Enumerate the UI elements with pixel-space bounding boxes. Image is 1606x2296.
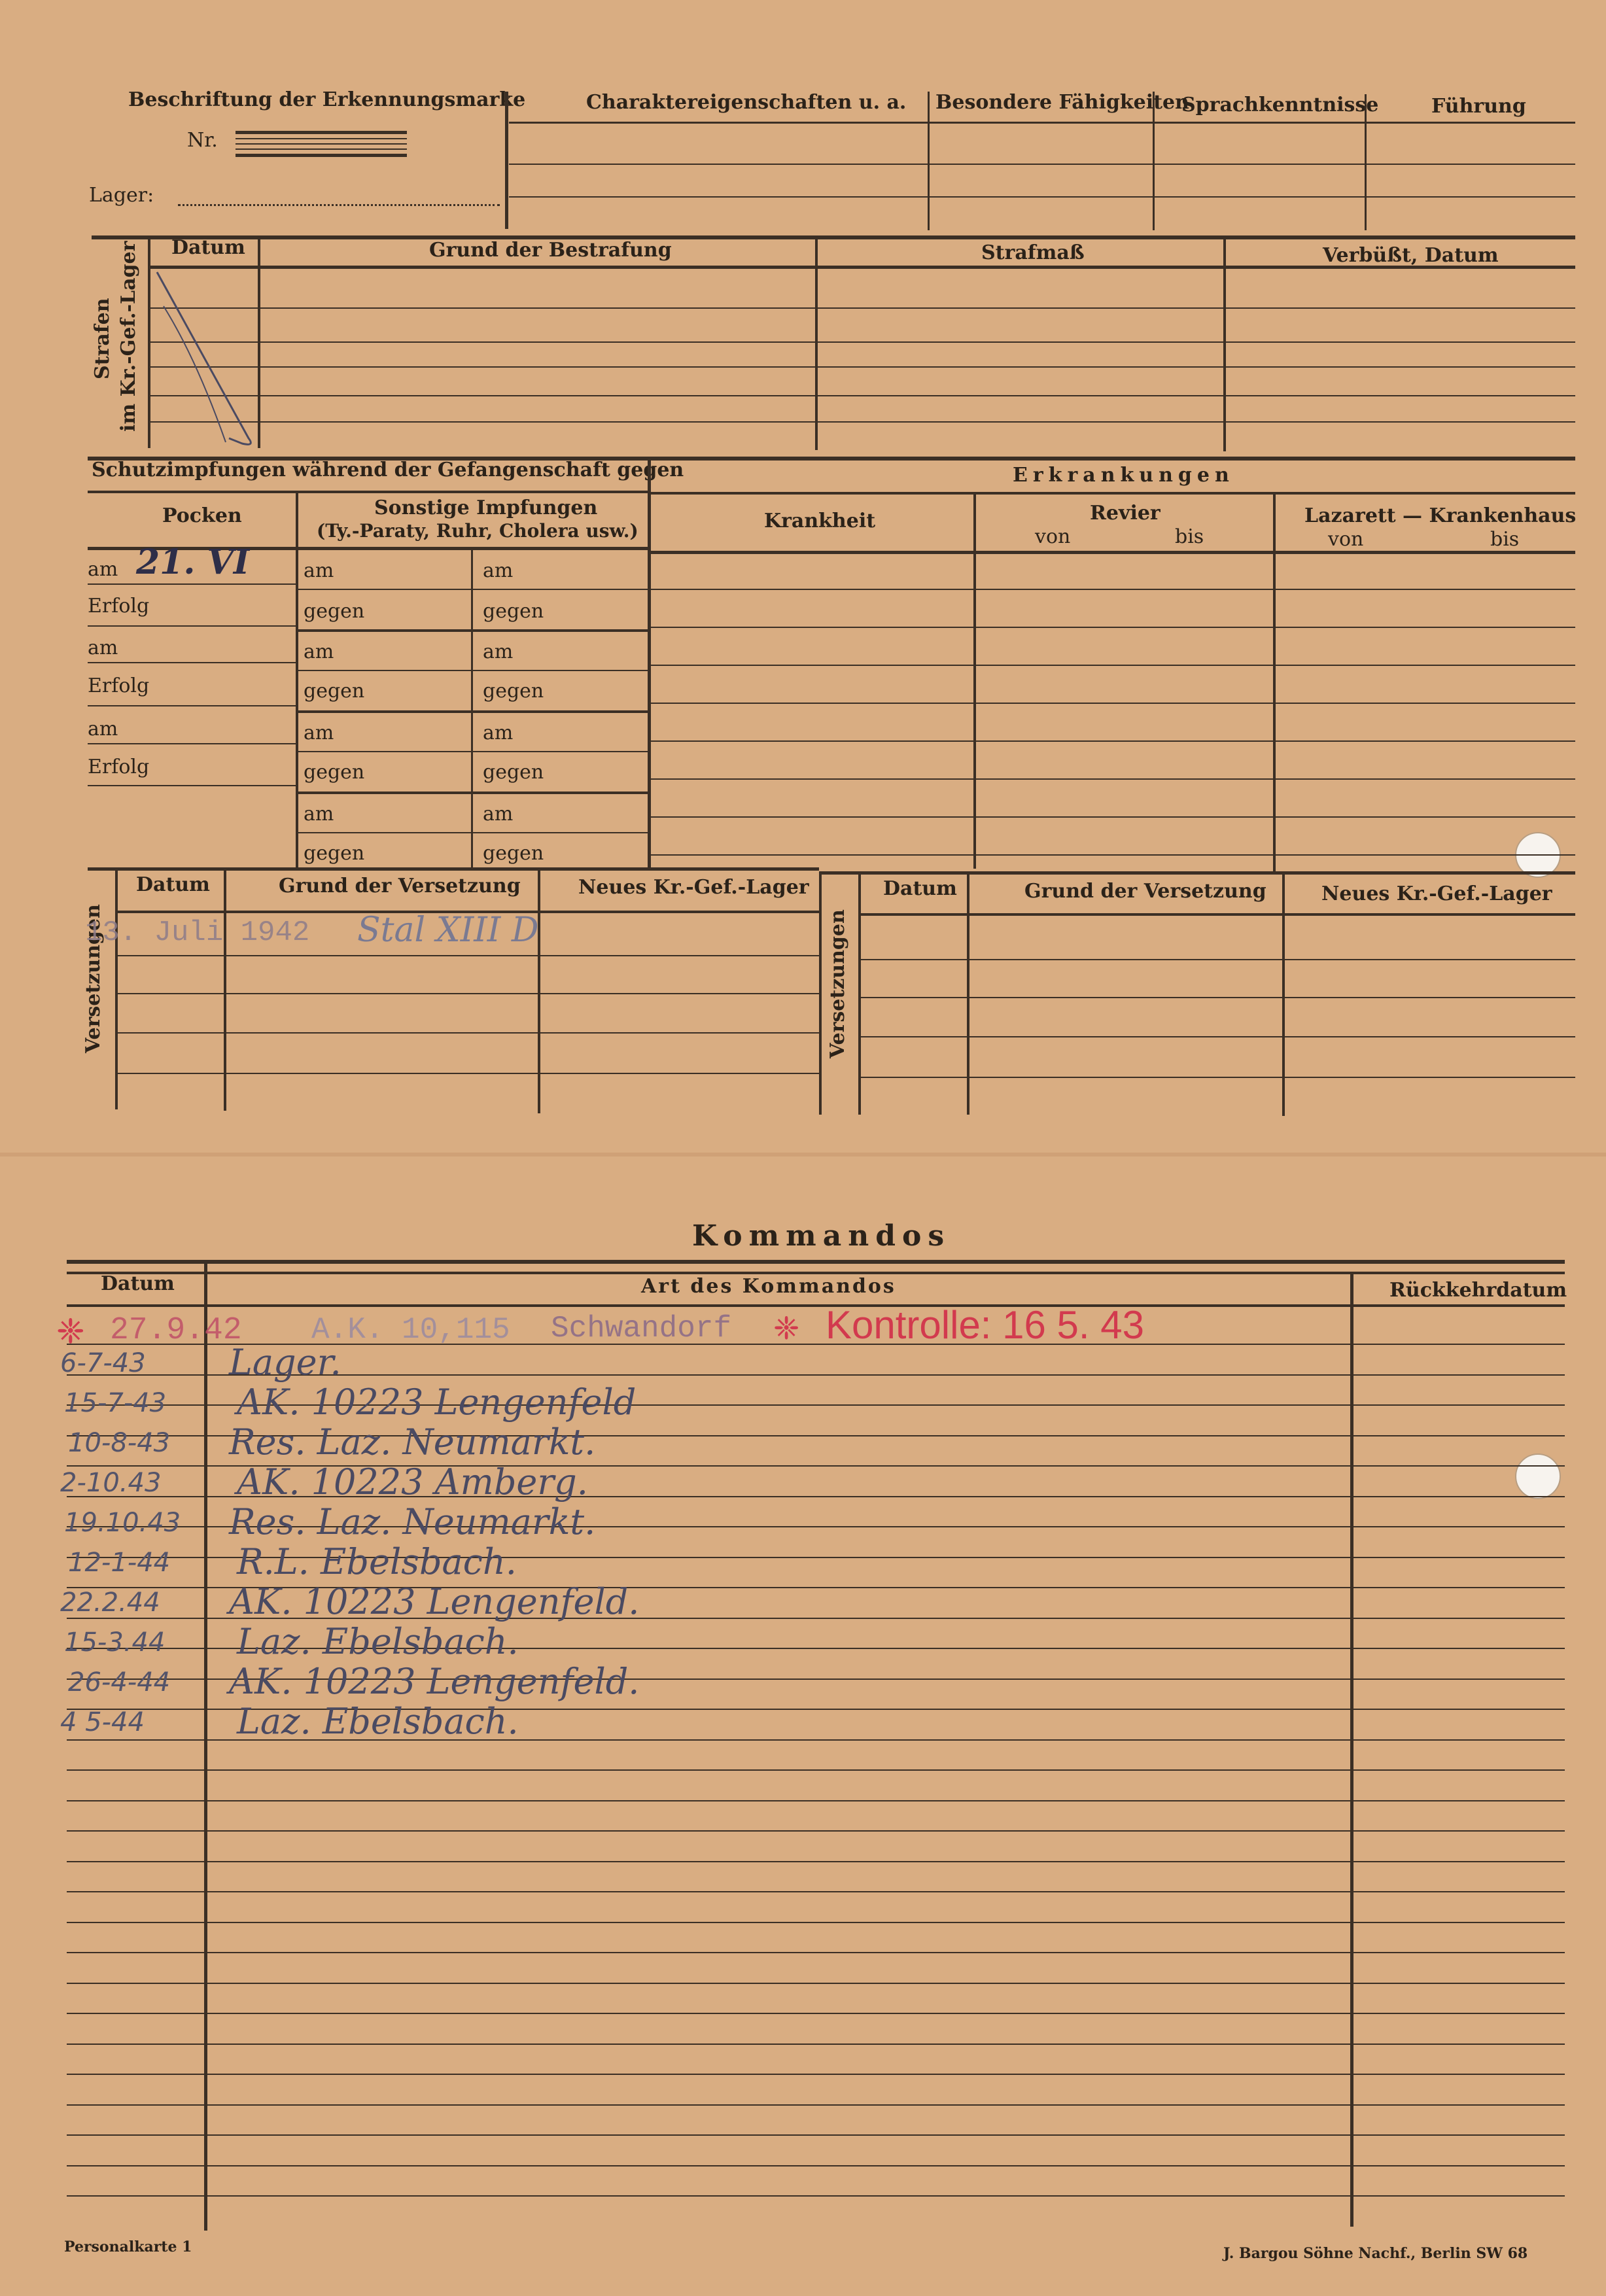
erk-row-rule [650,854,1575,856]
erk-header-rule [650,492,1575,495]
pocken-row-rule [88,785,296,786]
komm-row-rule [67,1983,1565,1984]
vers-col-line [538,870,540,1113]
kommando-entry-text: AK. 10223 Lengenfeld. [229,1581,640,1622]
komm-row-rule [67,2195,1565,2197]
pocken-row-label: Erfolg [88,756,150,778]
vers-col-line [224,870,226,1111]
strafen-col-strafmass: Strafmaß [981,241,1085,264]
komm-top-rule [67,1260,1565,1264]
sonstige-row-label-a: gegen [304,842,365,865]
kommando-entry-date: 12-1-44 [68,1548,171,1578]
strafen-row-rule [149,307,1575,309]
vers-row-rule [860,959,1575,960]
top-divider [505,92,508,229]
komm-row-rule [67,1830,1565,1832]
vers-col-line [967,874,969,1115]
vers-col-line [819,873,822,1115]
kommandos-title: Kommandos [692,1219,951,1253]
kommando-entry-text: Laz. Ebelsbach. [237,1621,519,1662]
col-krankheit: Krankheit [764,510,876,532]
sonstige-row-label-a: am [304,640,334,663]
vers-row-rule [860,1077,1575,1078]
vers-col-datum-l: Datum [136,873,210,896]
strafen-row-rule [149,341,1575,343]
impf-col-line [471,547,473,869]
stamp-kontrolle: Kontrolle: 16 5. 43 [826,1303,1145,1347]
erk-header-rule [650,551,1575,554]
pocken-row-label: Erfolg [88,595,150,617]
komm-header-rule [67,1272,1565,1274]
vers-col-datum-r: Datum [883,877,957,900]
stamp-entry-ort: Schwandorf [551,1312,732,1346]
revier-bis: bis [1175,525,1204,548]
strafen-row-rule [149,366,1575,368]
erk-row-rule [650,703,1575,704]
kommando-entry-text: Laz. Ebelsbach. [237,1701,519,1742]
stamp-arrow-icon: ❈ [56,1313,85,1351]
lazarett-von: von [1328,528,1364,551]
footer-right: J. Bargou Söhne Nachf., Berlin SW 68 [1223,2245,1528,2262]
top-header-rule [509,122,1575,124]
footer-left: Personalkarte 1 [64,2238,192,2255]
kommando-entry-text: Res. Laz. Neumarkt. [229,1501,596,1542]
vers-row-rule [116,955,819,956]
vers-side-label-left: Versetzungen [82,904,105,1053]
lazarett-bis: bis [1490,528,1520,551]
sonstige-row-label-b: am [483,559,514,582]
komm-col-rueckkehr: Rückkehrdatum [1389,1279,1567,1302]
sonstige-row-label-b: gegen [483,600,544,623]
sonstige-row-rule [298,589,648,590]
pocken-row-label: am [88,636,118,659]
kommando-entry-date: 26-4-44 [68,1667,171,1697]
vers-date-stamp: 13. Juli 1942 [85,916,310,949]
komm-row-rule [67,2013,1565,2014]
sonstige-row-label-b: gegen [483,842,544,865]
strafen-pencil-strike [150,267,262,450]
vers-row-rule [116,1032,819,1034]
sonstige-row-label-a: am [304,803,334,826]
col-revier: Revier [1090,502,1161,525]
vers-row-rule [860,1036,1575,1037]
impf-header-rule [88,491,650,493]
komm-row-rule [67,1800,1565,1801]
revier-von: von [1035,525,1071,548]
nr-label: Nr. [187,129,218,152]
sonstige-row-label-a: am [304,722,334,744]
vers-top-rule [819,871,1575,875]
top-col-line [928,92,930,230]
impfungen-title: Schutzimpfungen während der Gefangenschaft gegen [92,459,684,481]
vers-col-line [858,873,861,1115]
strafen-col-datum: Datum [171,236,245,259]
strafen-row-rule [149,421,1575,423]
top-row-rule [509,164,1575,165]
erk-row-rule [650,665,1575,666]
sonstige-row-label-a: gegen [304,600,365,623]
erkrankungen-title: Erkrankungen [1013,464,1234,487]
kommando-entry-date: 6-7-43 [60,1348,146,1378]
erk-row-rule [650,740,1575,742]
strafen-row-rule [149,395,1575,396]
col-sonstige-1: Sonstige Impfungen [374,496,598,519]
kommando-entry-text: AK. 10223 Lengenfeld [237,1382,637,1423]
vers-col-line [1282,874,1285,1116]
komm-col-datum: Datum [101,1272,175,1295]
komm-row-rule [67,1861,1565,1862]
erk-row-rule [650,589,1575,590]
sonstige-row-label-b: am [483,722,514,744]
kommando-entry-date: 10-8-43 [68,1428,171,1458]
kommando-entry-date: 2-10.43 [60,1468,162,1498]
vers-side-label-right: Versetzungen [826,909,849,1058]
kommando-entry-text: R.L. Ebelsbach. [237,1541,517,1582]
pocken-first-entry: 21. VI [136,542,250,582]
col-sprachen: Sprachkenntnisse [1181,94,1379,116]
strafen-top-rule [92,235,1575,239]
komm-row-rule [67,2044,1565,2045]
col-lazarett: Lazarett — Krankenhaus [1304,504,1577,527]
sonstige-row-label-b: am [483,803,514,826]
sonstige-row-label-a: gegen [304,680,365,703]
pocken-row-rule [88,583,296,585]
sonstige-row-rule [298,832,648,833]
sonstige-row-rule [298,629,648,632]
lager-dotted-line [178,204,500,206]
sonstige-row-rule [298,710,648,713]
erk-row-rule [650,627,1575,628]
vers-row-rule [116,1073,819,1074]
vers-col-neues-l: Neues Kr.-Gef.-Lager [578,876,809,899]
stamp-entry-ak: A.K. 10,115 [311,1313,510,1347]
nr-field-lines [236,131,407,157]
kommando-entry-text: Lager. [229,1342,341,1383]
stamp-arrow-icon-2: ❈ [773,1312,800,1346]
col-fuehrung: Führung [1431,95,1526,118]
punch-hole-bottom [1515,1453,1561,1499]
komm-row-rule [67,1922,1565,1923]
sonstige-row-label-a: gegen [304,761,365,784]
sonstige-row-label-a: am [304,559,334,582]
strafen-col-grund: Grund der Bestrafung [429,239,672,262]
strafen-col-verbuesst: Verbüßt, Datum [1323,244,1499,267]
vers-lager-entry: Stal XIII D [357,911,539,950]
lager-label: Lager: [89,184,154,207]
vers-col-grund-r: Grund der Versetzung [1024,880,1266,903]
kommando-entry-date: 15-7-43 [64,1388,167,1418]
pocken-row-rule [88,662,296,663]
komm-row-rule [67,2165,1565,2166]
kommando-entry-text: AK. 10223 Amberg. [237,1461,588,1503]
vers-top-rule [88,867,819,871]
col-pocken: Pocken [162,504,242,527]
vers-header-rule [860,913,1575,916]
sonstige-row-label-b: am [483,640,514,663]
kommando-entry-date: 19.10.43 [64,1508,181,1538]
col-sonstige-2: (Ty.-Paraty, Ruhr, Cholera usw.) [317,520,638,542]
pocken-row-rule [88,625,296,627]
kommando-entry-date: 22.2.44 [60,1588,160,1618]
kommando-entry-date: 15-3.44 [64,1627,166,1658]
pocken-row-rule [88,743,296,744]
komm-col-art: Art des Kommandos [641,1275,896,1298]
komm-row-rule [67,2104,1565,2106]
top-col-line [1365,94,1367,230]
vers-row-rule [860,997,1575,998]
impf-divider [648,458,651,869]
sonstige-row-rule [298,670,648,671]
stamp-entry-date: 27.9.42 [110,1313,242,1348]
komm-col-line [204,1262,207,2231]
fold-crease [0,1153,1606,1157]
top-row-rule [509,196,1575,198]
komm-row-rule [67,1952,1565,1953]
kommando-entry-text: AK. 10223 Lengenfeld. [229,1661,640,1702]
top-col-line [1153,92,1155,230]
beschriftung-label: Beschriftung der Erkennungsmarke [128,88,526,111]
komm-header-rule [67,1304,1565,1307]
vers-col-grund-l: Grund der Versetzung [279,875,521,897]
strafen-header-rule [149,266,1575,269]
vers-row-rule [116,993,819,994]
pocken-row-rule [88,705,296,706]
erk-row-rule [650,816,1575,818]
strafen-side-label-2: im Kr.-Gef.-Lager [117,241,140,432]
sonstige-row-label-b: gegen [483,680,544,703]
kommando-entry-text: Res. Laz. Neumarkt. [229,1421,596,1463]
komm-row-rule [67,1891,1565,1892]
strafen-side-label-1: Strafen [91,298,114,379]
col-faehigkeiten: Besondere Fähigkeiten [935,91,1189,114]
vers-col-neues-r: Neues Kr.-Gef.-Lager [1321,882,1552,905]
sonstige-row-rule [298,751,648,752]
erk-row-rule [650,778,1575,780]
komm-row-rule [67,1769,1565,1771]
col-charakter: Charaktereigenschaften u. a. [586,91,907,114]
komm-row-rule [67,2074,1565,2075]
kommando-entry-date: 4 5-44 [60,1707,145,1737]
sonstige-row-rule [298,791,648,794]
pocken-row-label: am [88,718,118,740]
pocken-row-label: Erfolg [88,674,150,697]
komm-col-line [1350,1272,1353,2227]
sonstige-row-label-b: gegen [483,761,544,784]
komm-row-rule [67,2134,1565,2136]
pocken-row-label: am [88,558,118,581]
